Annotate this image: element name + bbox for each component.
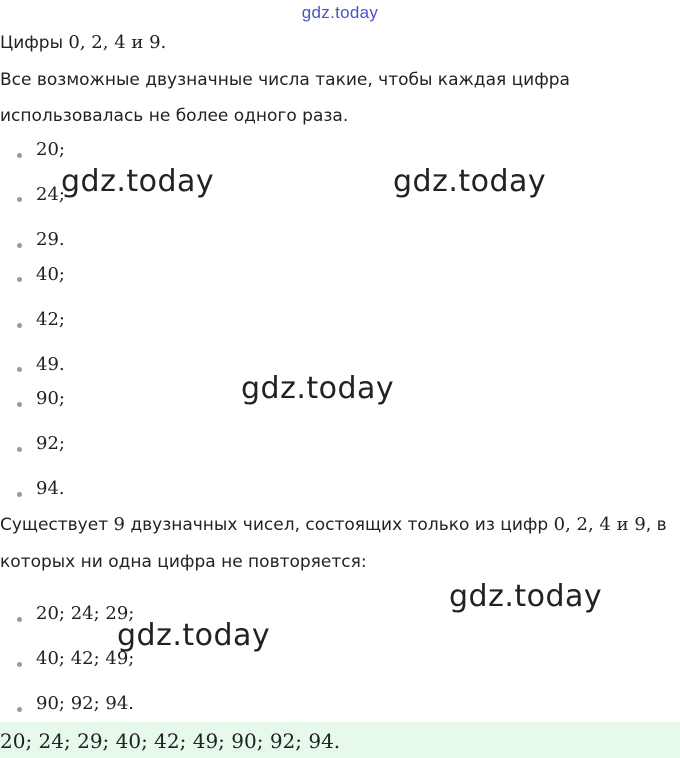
header-watermark: gdz.today	[301, 3, 379, 22]
task-line-1: Все возможные двузначные числа такие, чтобы каждая цифра	[0, 70, 570, 90]
watermark: gdz.today	[449, 579, 603, 614]
bullet-icon	[17, 447, 22, 452]
digits-line-prefix: Цифры	[0, 33, 69, 53]
bullet-icon	[17, 153, 22, 158]
list-item: 40;	[36, 264, 65, 285]
watermark: gdz.today	[241, 371, 395, 406]
answer-text: 20; 24; 29; 40; 42; 49; 90; 92; 94.	[0, 729, 341, 753]
bullet-icon	[17, 243, 22, 248]
bullet-icon	[17, 662, 22, 667]
conclusion-line-1	[0, 514, 667, 535]
list-item: 90;	[36, 388, 65, 409]
list-item: 24;	[36, 184, 65, 205]
watermark: gdz.today	[117, 618, 271, 653]
digits-line-digits: 0, 2, 4 и 9.	[68, 32, 167, 53]
conclusion-text: , в	[645, 515, 667, 535]
task-line-2: использовалась не более одного раза.	[0, 106, 349, 126]
bullet-icon	[17, 617, 22, 622]
bullet-icon	[17, 707, 22, 712]
bullet-icon	[17, 197, 22, 202]
bullet-icon	[17, 402, 22, 407]
conclusion-text: Существует	[0, 515, 114, 535]
list-item: 94.	[36, 478, 65, 499]
bullet-icon	[17, 277, 22, 282]
digits-line	[0, 32, 166, 53]
list-item: 20;	[36, 139, 65, 160]
list-item: 42;	[36, 309, 65, 330]
list-item: 90; 92; 94.	[36, 693, 135, 714]
list-item: 40; 42; 49;	[36, 648, 135, 669]
list-item: 92;	[36, 433, 65, 454]
list-item: 29.	[36, 229, 65, 250]
list-item: 49.	[36, 354, 65, 375]
conclusion-text: двузначных чисел, состоящих только из цифр	[124, 515, 554, 535]
list-item: 20; 24; 29;	[36, 603, 135, 624]
watermark: gdz.today	[61, 164, 215, 199]
conclusion-line-2: которых ни одна цифра не повторяется:	[0, 552, 367, 572]
bullet-icon	[17, 367, 22, 372]
answer-box	[0, 722, 680, 758]
conclusion-count: 9	[113, 514, 125, 535]
conclusion-digits: 0, 2, 4 и 9	[553, 514, 646, 535]
watermark: gdz.today	[393, 164, 547, 199]
bullet-icon	[17, 323, 22, 328]
bullet-icon	[17, 492, 22, 497]
